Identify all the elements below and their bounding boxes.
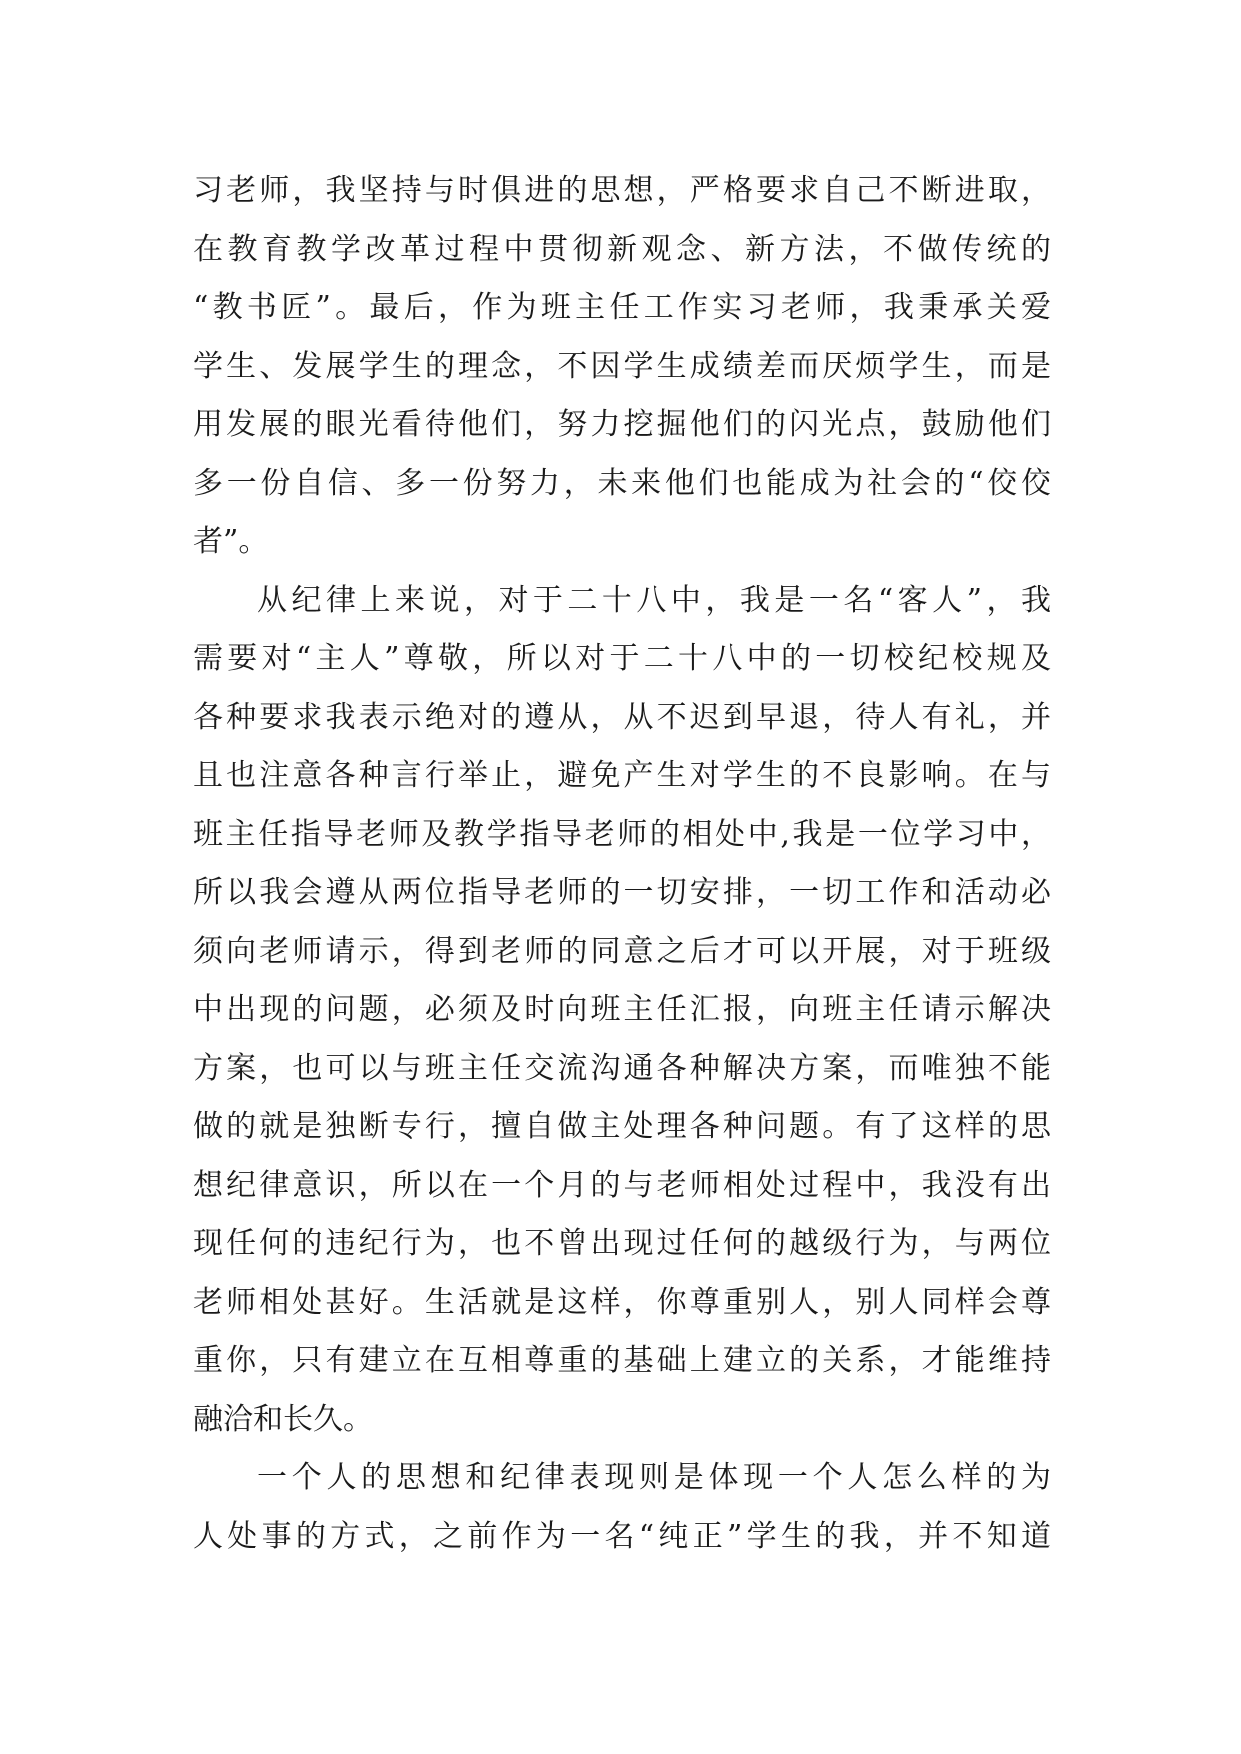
paragraph-3 <box>193 1449 1051 1566</box>
text-line: 在教育教学改革过程中贯彻新观念、新方法，不做传统的 <box>193 231 1051 267</box>
document-body <box>193 162 1051 1566</box>
text-line: 融洽和长久。 <box>193 1401 373 1437</box>
text-line: 各种要求我表示绝对的遵从，从不迟到早退，待人有礼，并 <box>193 699 1051 735</box>
text-line: 须向老师请示，得到老师的同意之后才可以开展，对于班级 <box>193 933 1051 969</box>
text-line: 习老师，我坚持与时俱进的思想，严格要求自己不断进取， <box>193 173 1051 208</box>
text-line: “教书匠”。最后，作为班主任工作实习老师，我秉承关爱 <box>193 290 1051 325</box>
text-line: 中出现的问题，必须及时向班主任汇报，向班主任请示解决 <box>193 992 1051 1027</box>
text-line: 多一份自信、多一份努力，未来他们也能成为社会的“佼佼 <box>193 465 1051 501</box>
text-line: 所以我会遵从两位指导老师的一切安排，一切工作和活动必 <box>193 875 1051 910</box>
text-line: 重你，只有建立在互相尊重的基础上建立的关系，才能维持 <box>193 1343 1051 1378</box>
paragraph-1 <box>193 162 1051 572</box>
text-line: 方案，也可以与班主任交流沟通各种解决方案，而唯独不能 <box>193 1050 1051 1086</box>
text-line: 需要对“主人”尊敬，所以对于二十八中的一切校纪校规及 <box>193 641 1051 676</box>
text-line: 老师相处甚好。生活就是这样，你尊重别人，别人同样会尊 <box>193 1284 1051 1320</box>
text-line: 人处事的方式，之前作为一名“纯正”学生的我，并不知道 <box>193 1518 1051 1554</box>
text-line: 学生、发展学生的理念，不因学生成绩差而厌烦学生，而是 <box>193 348 1051 384</box>
text-line: 现任何的违纪行为，也不曾出现过任何的越级行为，与两位 <box>193 1226 1051 1261</box>
paragraph-2 <box>193 572 1051 1450</box>
text-line: 用发展的眼光看待他们，努力挖掘他们的闪光点，鼓励他们 <box>193 407 1051 442</box>
text-line: 从纪律上来说，对于二十八中，我是一名“客人”，我 <box>257 582 1051 618</box>
text-line: 想纪律意识，所以在一个月的与老师相处过程中，我没有出 <box>193 1167 1051 1203</box>
text-line: 者”。 <box>193 524 269 559</box>
text-line: 且也注意各种言行举止，避免产生对学生的不良影响。在与 <box>193 758 1051 793</box>
text-line: 班主任指导老师及教学指导老师的相处中,我是一位学习中， <box>193 816 1051 852</box>
text-line: 做的就是独断专行，擅自做主处理各种问题。有了这样的思 <box>193 1109 1051 1144</box>
text-line: 一个人的思想和纪律表现则是体现一个人怎么样的为 <box>257 1460 1051 1495</box>
